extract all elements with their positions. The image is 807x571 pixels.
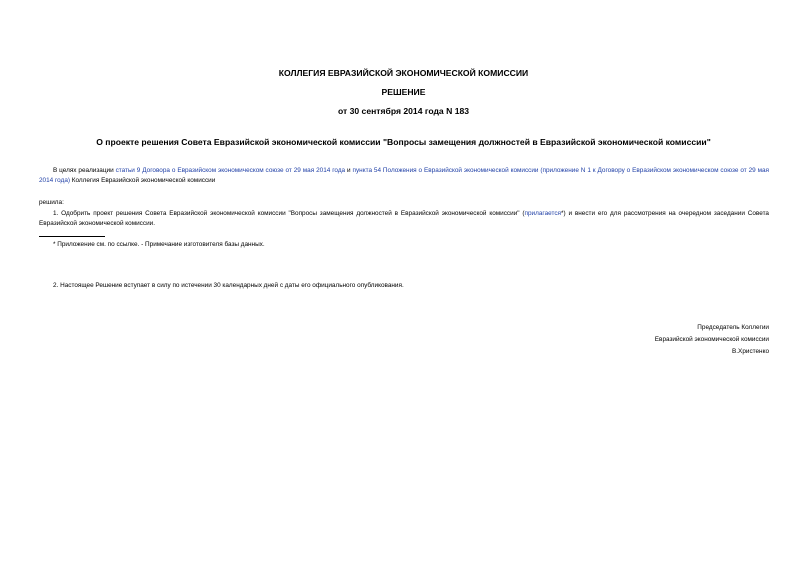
- item-1-before: 1. Одобрить проект решения Совета Евразийской экономической комиссии "Вопросы замещения должностей в Евразийской экономической комиссии" (: [53, 210, 525, 217]
- attachment-link[interactable]: прилагается: [524, 210, 561, 217]
- doc-subject: О проекте решения Совета Евразийской экономической комиссии "Вопросы замещения должностей в Евразийской экономической комиссии": [96, 137, 711, 147]
- doc-type: РЕШЕНИЕ: [381, 87, 426, 97]
- signature-title: Председатель Коллегии: [697, 324, 769, 331]
- doc-date: от 30 сентября 2014 года N 183: [337, 106, 470, 116]
- preamble-lead: В целях реализации: [53, 167, 116, 174]
- decided-label: решила:: [39, 199, 64, 206]
- item-1-after: *) и внести его для рассмотрения на очередном заседании Совета Евразийской экономической комиссии.: [39, 210, 769, 227]
- item-2-paragraph: 2. Настоящее Решение вступает в силу по истечении 30 календарных дней с даты его официального опубликования.: [53, 282, 404, 289]
- signature-org: Евразийской экономической комиссии: [654, 336, 769, 343]
- preamble-tail: Коллегия Евразийской экономической комиссии: [70, 177, 216, 184]
- treaty-article-link[interactable]: статьи 9 Договора о Евразийском экономическом союзе от 29 мая 2014 года: [115, 167, 346, 174]
- item-1-paragraph: [39, 209, 769, 229]
- footnote-divider: [39, 236, 105, 237]
- org-title: КОЛЛЕГИЯ ЕВРАЗИЙСКОЙ ЭКОНОМИЧЕСКОЙ КОМИССИИ: [278, 68, 529, 78]
- regulation-clause-link[interactable]: пункта 54 Положения о Евразийской экономической комиссии (приложение N 1 к Договору о Евразийском экономическом союзе от 29 мая 2014 года): [39, 167, 770, 184]
- preamble-and: и: [345, 167, 353, 174]
- footnote: * Приложение см. по ссылке. - Примечание изготовителя базы данных.: [53, 241, 265, 248]
- preamble-paragraph: [39, 166, 769, 186]
- signature-name: В.Христенко: [732, 348, 769, 355]
